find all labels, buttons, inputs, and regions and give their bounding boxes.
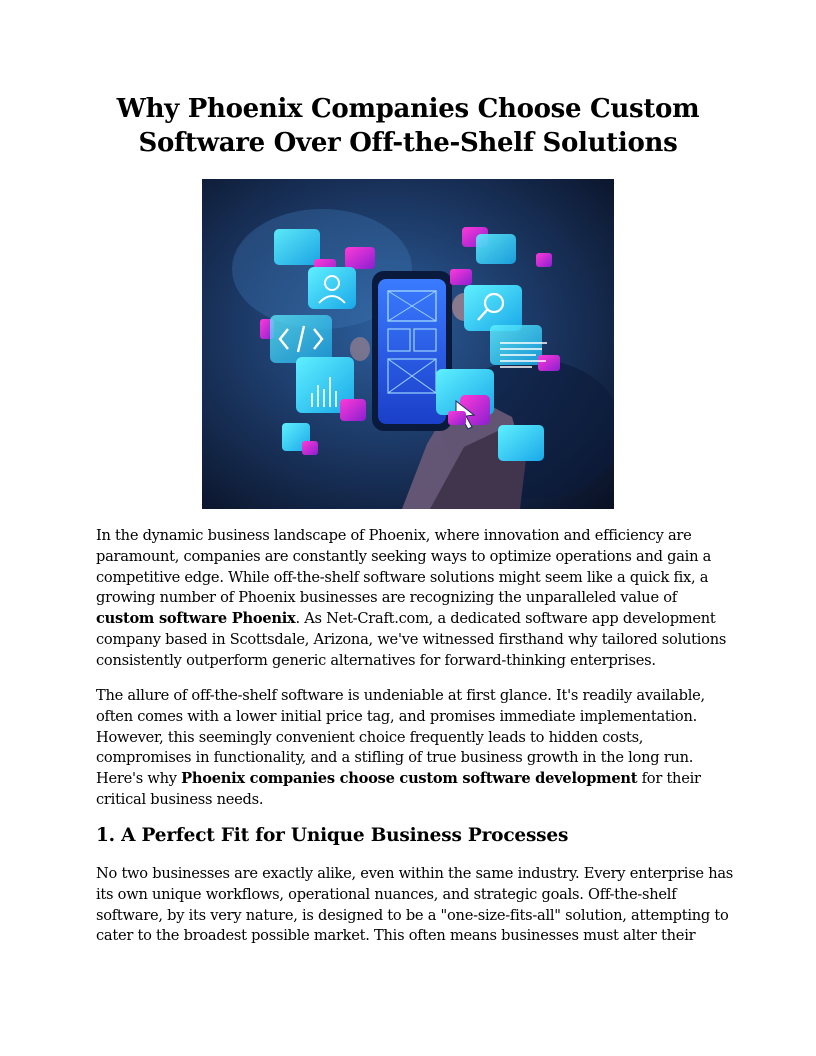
page-title — [96, 92, 720, 160]
intro-line: In the dynamic business landscape of Phoenix, where innovation and efficiency are — [96, 527, 692, 544]
intro-line: competitive edge. While off-the-shelf software solutions might seem like a quick fix, a — [96, 568, 709, 586]
intro-line: growing number of Phoenix businesses are recognizing the unparalleled value of — [96, 589, 677, 607]
intro-line: paramount, companies are constantly seeking ways to optimize operations and gain a — [96, 547, 712, 565]
intro-line-rest: . As Net-Craft.com, a dedicated software app development — [295, 610, 716, 628]
search-icon — [464, 285, 522, 331]
section1-line: No two businesses are exactly alike, even within the same industry. Every enterprise has — [96, 865, 734, 882]
intro-line: company based in Scottsdale, Arizona, we've witnessed firsthand why tailored solutions — [96, 630, 727, 648]
allure-line: critical business needs. — [96, 790, 264, 808]
intro-bold-keyword: custom software Phoenix — [96, 610, 296, 628]
allure-paragraph — [96, 686, 726, 811]
title-line-2: Software Over Off-the-Shelf Solutions — [138, 128, 678, 158]
section-heading: 1. A Perfect Fit for Unique Business Processes — [96, 825, 569, 846]
allure-line-pre: Here's why — [96, 770, 182, 788]
allure-line-post: for their — [637, 770, 701, 788]
allure-line: often comes with a lower initial price tag, and promises immediate implementation. — [96, 707, 698, 725]
code-icon — [260, 315, 332, 363]
allure-line: compromises in functionality, and a stifling of true business growth in the long run. — [96, 749, 694, 767]
intro-line: consistently outperform generic alternatives for forward-thinking enterprises. — [96, 651, 656, 669]
allure-line — [96, 769, 726, 790]
section1-line: software, by its very nature, is designed to be a "one-size-fits-all" solution, attempting to — [96, 906, 729, 924]
user-icon — [308, 267, 356, 309]
allure-line: The allure of off-the-shelf software is undeniable at first glance. It's readily available, — [96, 687, 705, 704]
intro-line — [96, 609, 726, 630]
allure-line: However, this seemingly convenient choice frequently leads to hidden costs, — [96, 728, 644, 746]
intro-paragraph — [96, 526, 726, 672]
allure-bold-keyword: Phoenix companies choose custom software development — [181, 770, 638, 788]
section1-line: cater to the broadest possible market. This often means businesses must alter their — [96, 927, 696, 945]
title-line-1: Why Phoenix Companies Choose Custom — [116, 94, 700, 124]
section1-paragraph — [96, 864, 734, 947]
section1-line: its own unique workflows, operational nuances, and strategic goals. Off-the-shelf — [96, 885, 677, 903]
hero-image — [202, 179, 614, 509]
